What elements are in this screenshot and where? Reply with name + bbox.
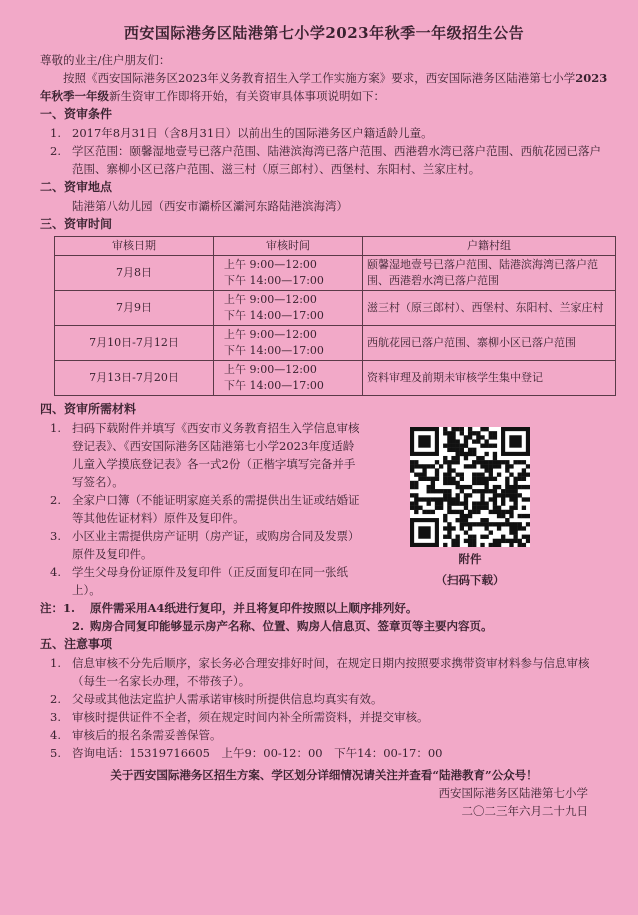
table-row: [55, 361, 616, 396]
page-title: 西安国际港务区陆港第七小学2023年秋季一年级招生公告: [123, 24, 525, 42]
intro-paragraph: 按照《西安国际港务区2023年义务教育招生入学工作实施方案》要求，西安国际港务区陆港第七小学2023年秋季一年级新生资审工作即将开始，有关资审具体事项说明如下：: [40, 71, 608, 103]
list-item: 4. 审核后的报名条需妥善保管。: [50, 728, 222, 742]
time-cell: 上午 9:00—12:00 下午 14:00—17:00: [214, 361, 363, 396]
column-header: 户籍村组: [363, 237, 616, 256]
section-heading-conditions: 一、资审条件: [40, 107, 113, 121]
materials-block: [40, 419, 608, 599]
section-heading-attention: 五、注意事项: [40, 637, 113, 651]
list-item: 2. 学区范围：颐馨湿地壹号已落户范围、陆港滨海湾已落户范围、西港碧水湾已落户范围、西航花园已落户范围、寨柳小区已落户范围、滋三村（原三郎村）、西堡村、东阳村、兰家庄村。: [50, 144, 601, 176]
notes-block: [40, 599, 608, 635]
column-header: 审核日期: [55, 237, 214, 256]
list-item: 5. 咨询电话：15319716605 上午9：00-12：00 下午14：00-17：00: [50, 746, 443, 760]
date-cell: 7月9日: [55, 291, 214, 326]
section-heading-location: 二、资审地点: [40, 180, 113, 194]
list-item: 2. 父母或其他法定监护人需承诺审核时所提供信息均真实有效。: [50, 692, 383, 706]
section-heading-materials: 四、资审所需材料: [40, 402, 137, 416]
time-cell: 上午 9:00—12:00 下午 14:00—17:00: [214, 326, 363, 361]
time-cell: 上午 9:00—12:00 下午 14:00—17:00: [214, 256, 363, 291]
note-item: 2. 购房合同复印能够显示房产名称、位置、购房人信息页、签章页等主要内容页。: [72, 619, 493, 633]
table-row: [55, 291, 616, 326]
attachment-sub: （扫码下载）: [435, 573, 505, 587]
list-item: 2. 全家户口簿（不能证明家庭关系的需提供出生证或结婚证等其他佐证材料）原件及复印件。: [50, 493, 360, 525]
footer-note: 关于西安国际港务区招生方案、学区划分详细情况请关注并查看“陆港教育”公众号！: [110, 768, 538, 782]
signature-date: 二〇二三年六月二十九日: [461, 804, 588, 818]
section-heading-schedule: 三、资审时间: [40, 217, 113, 231]
date-cell: 7月13日-7月20日: [55, 361, 214, 396]
list-item: 4. 学生父母身份证原件及复印件（正反面复印在同一张纸上）。: [50, 565, 348, 597]
table-header-row: [55, 237, 616, 256]
time-cell: 上午 9:00—12:00 下午 14:00—17:00: [214, 291, 363, 326]
conditions-list: [40, 124, 608, 178]
scope-cell: 西航花园已落户范围、寨柳小区已落户范围: [363, 326, 616, 361]
date-cell: 7月8日: [55, 256, 214, 291]
attention-list: [40, 654, 608, 762]
schedule-table: [54, 236, 616, 396]
scope-cell: 滋三村（原三郎村）、西堡村、东阳村、兰家庄村: [363, 291, 616, 326]
greeting: 尊敬的业主/住户朋友们：: [40, 53, 171, 67]
note-item: 注：1. 原件需采用A4纸进行复印，并且将复印件按照以上顺序排列好。: [40, 601, 418, 615]
signature-org: 西安国际港务区陆港第七小学: [438, 786, 588, 800]
attachment-label: 附件: [458, 552, 482, 566]
table-row: [55, 256, 616, 291]
date-cell: 7月10日-7月12日: [55, 326, 214, 361]
list-item: 3. 审核时提供证件不全者，须在规定时间内补全所需资料，并提交审核。: [50, 710, 429, 724]
list-item: 3. 小区业主需提供房产证明（房产证，或购房合同及发票）原件及复印件。: [50, 529, 360, 561]
column-header: 审核时间: [214, 237, 363, 256]
scope-cell: 颐馨湿地壹号已落户范围、陆港滨海湾已落户范围、西港碧水湾已落户范围: [363, 256, 616, 291]
list-item: 1. 信息审核不分先后顺序，家长务必合理安排好时间，在规定日期内按照要求携带资审材料参与信息审核（每生一名家长办理，不带孩子）。: [50, 656, 590, 688]
location-text: 陆港第八幼儿园（西安市灞桥区灞河东路陆港滨海湾）: [72, 199, 348, 213]
scope-cell: 资料审理及前期未审核学生集中登记: [363, 361, 616, 396]
qr-code-icon[interactable]: [410, 427, 530, 547]
materials-list: [40, 419, 360, 599]
list-item: 1. 2017年8月31日（含8月31日）以前出生的国际港务区户籍适龄儿童。: [50, 126, 433, 140]
table-row: [55, 326, 616, 361]
list-item: 1. 扫码下载附件并填写《西安市义务教育招生入学信息审核登记表》、《西安国际港务区陆港第七小学2023年度适龄儿童入学摸底登记表》各一式2份（正楷字填写完备并手写签名）。: [50, 421, 360, 489]
attachment-qr-block: [390, 419, 550, 599]
